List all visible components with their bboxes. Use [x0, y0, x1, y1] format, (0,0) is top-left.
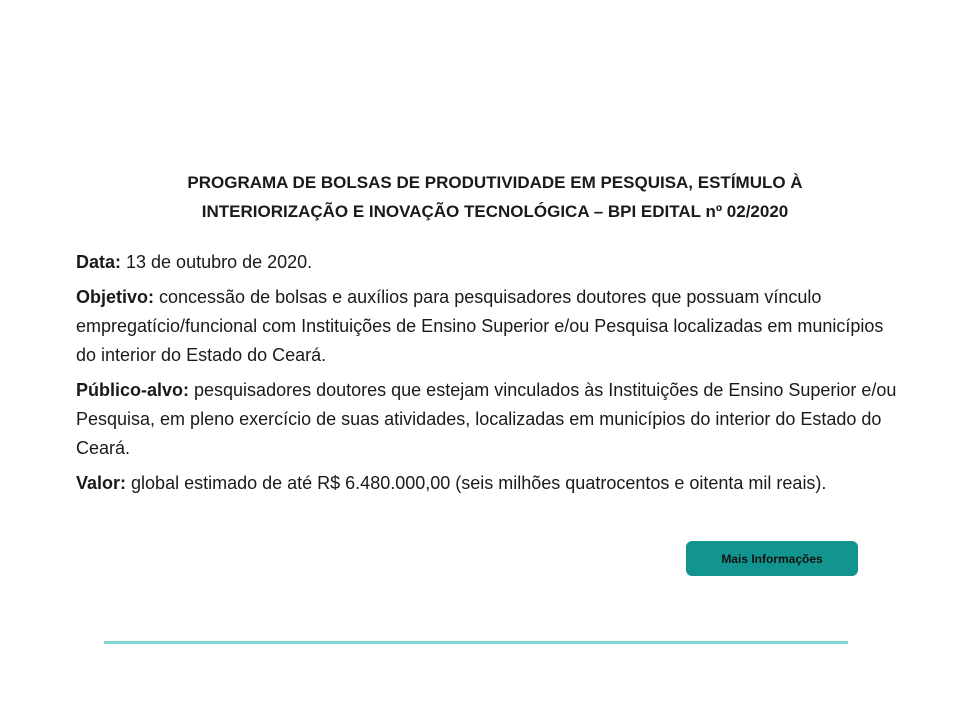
title-line-1: PROGRAMA DE BOLSAS DE PRODUTIVIDADE EM PESQUISA, ESTÍMULO À	[187, 173, 803, 192]
edital-details	[76, 248, 906, 504]
valor-value: global estimado de até R$ 6.480.000,00 (seis milhões quatrocentos e oitenta mil reais).	[126, 473, 827, 493]
title-line-2: INTERIORIZAÇÃO E INOVAÇÃO TECNOLÓGICA – BPI EDITAL nº 02/2020	[201, 202, 789, 221]
objetivo-value: concessão de bolsas e auxílios para pesquisadores doutores que possuam vínculo empregatício/funcional com Instituições de Ensino Superior e/ou Pesquisa localizadas em municípios do interior do Estado do Ceará.	[76, 287, 884, 365]
valor-label: Valor:	[76, 473, 127, 493]
publico-alvo-label: Público-alvo:	[76, 380, 190, 400]
data-label: Data:	[76, 252, 122, 272]
objetivo-label: Objetivo:	[76, 287, 155, 307]
data-paragraph	[76, 248, 906, 277]
mais-informacoes-button[interactable]: Mais Informações	[686, 541, 858, 576]
divider-line	[104, 641, 848, 644]
data-value: 13 de outubro de 2020.	[121, 252, 313, 272]
objetivo-paragraph	[76, 283, 906, 370]
valor-paragraph	[76, 469, 906, 498]
publico-alvo-paragraph	[76, 376, 906, 463]
publico-alvo-value: pesquisadores doutores que estejam vinculados às Instituições de Ensino Superior e/ou Pesquisa, em pleno exercício de suas atividades, localizadas em municípios do interior do Estado do Ceará.	[76, 380, 897, 458]
page-title	[100, 168, 890, 226]
